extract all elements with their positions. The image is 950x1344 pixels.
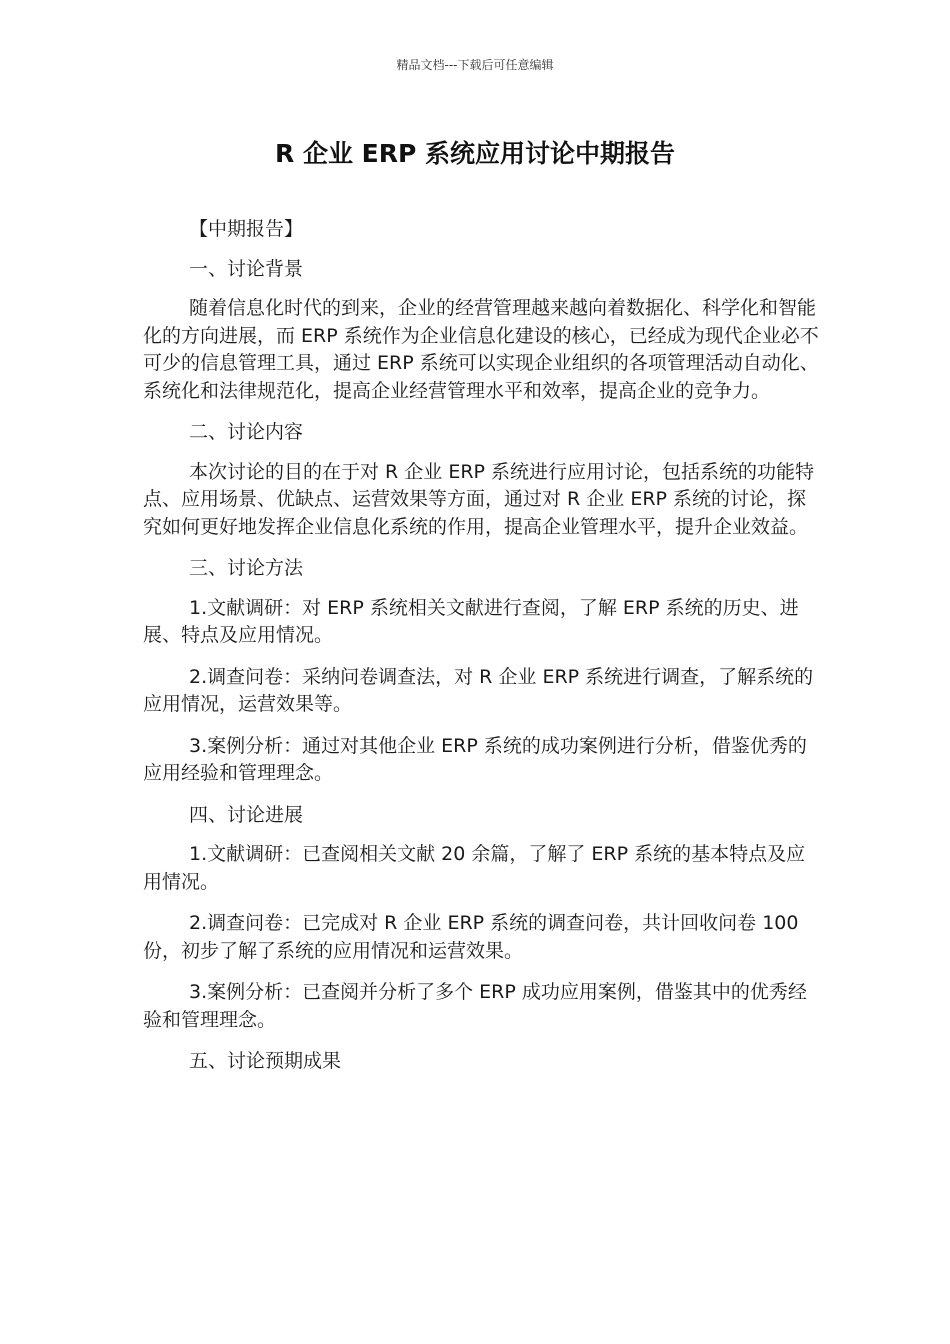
section-heading-method: 三、讨论方法 [189, 557, 304, 579]
paragraph-method-3: 3.案例分析：通过对其他企业 ERP 系统的成功案例进行分析，借鉴优秀的应用经验和管理理念。 [143, 734, 807, 784]
paragraph-background: 随着信息化时代的到来，企业的经营管理越来越向着数据化、科学化和智能化的方向进展，而 ERP 系统作为企业信息化建设的核心，已经成为现代企业必不可少的信息管理工具，通过 ERP 系统可以实现企业组织的各项管理活动自动化、系统化和法律规范化，提高企业经营管理水平和效率，提高企业的竞争力。 [143, 297, 819, 402]
report-label: 【中期报告】 [189, 218, 304, 240]
section-heading-content: 二、讨论内容 [189, 421, 304, 443]
document-body [143, 216, 823, 1088]
paragraph-progress-3: 3.案例分析：已查阅并分析了多个 ERP 成功应用案例，借鉴其中的优秀经验和管理理念。 [143, 981, 807, 1031]
paragraph-progress-1: 1.文献调研：已查阅相关文献 20 余篇，了解了 ERP 系统的基本特点及应用情况。 [143, 843, 806, 893]
page-header-note: 精品文档---下载后可任意编辑 [396, 58, 554, 72]
paragraph-method-1: 1.文献调研：对 ERP 系统相关文献进行查阅，了解 ERP 系统的历史、进展、特点及应用情况。 [143, 596, 799, 646]
paragraph-method-2: 2.调查问卷：采纳问卷调查法，对 R 企业 ERP 系统进行调查，了解系统的应用情况，运营效果等。 [143, 665, 814, 715]
section-heading-background: 一、讨论背景 [189, 257, 304, 280]
paragraph-progress-2: 2.调查问卷：已完成对 R 企业 ERP 系统的调查问卷，共计回收问卷 100 份，初步了解了系统的应用情况和运营效果。 [143, 912, 799, 962]
section-heading-progress: 四、讨论进展 [189, 803, 304, 826]
section-heading-outcomes: 五、讨论预期成果 [189, 1050, 342, 1072]
paragraph-content: 本次讨论的目的在于对 R 企业 ERP 系统进行应用讨论，包括系统的功能特点、应用场景、优缺点、运营效果等方面，通过对 R 企业 ERP 系统的讨论，探究如何更好地发挥企业信息化系统的作用，提高企业管理水平，提升企业效益。 [143, 460, 815, 538]
document-title: R 企业 ERP 系统应用讨论中期报告 [274, 139, 675, 168]
